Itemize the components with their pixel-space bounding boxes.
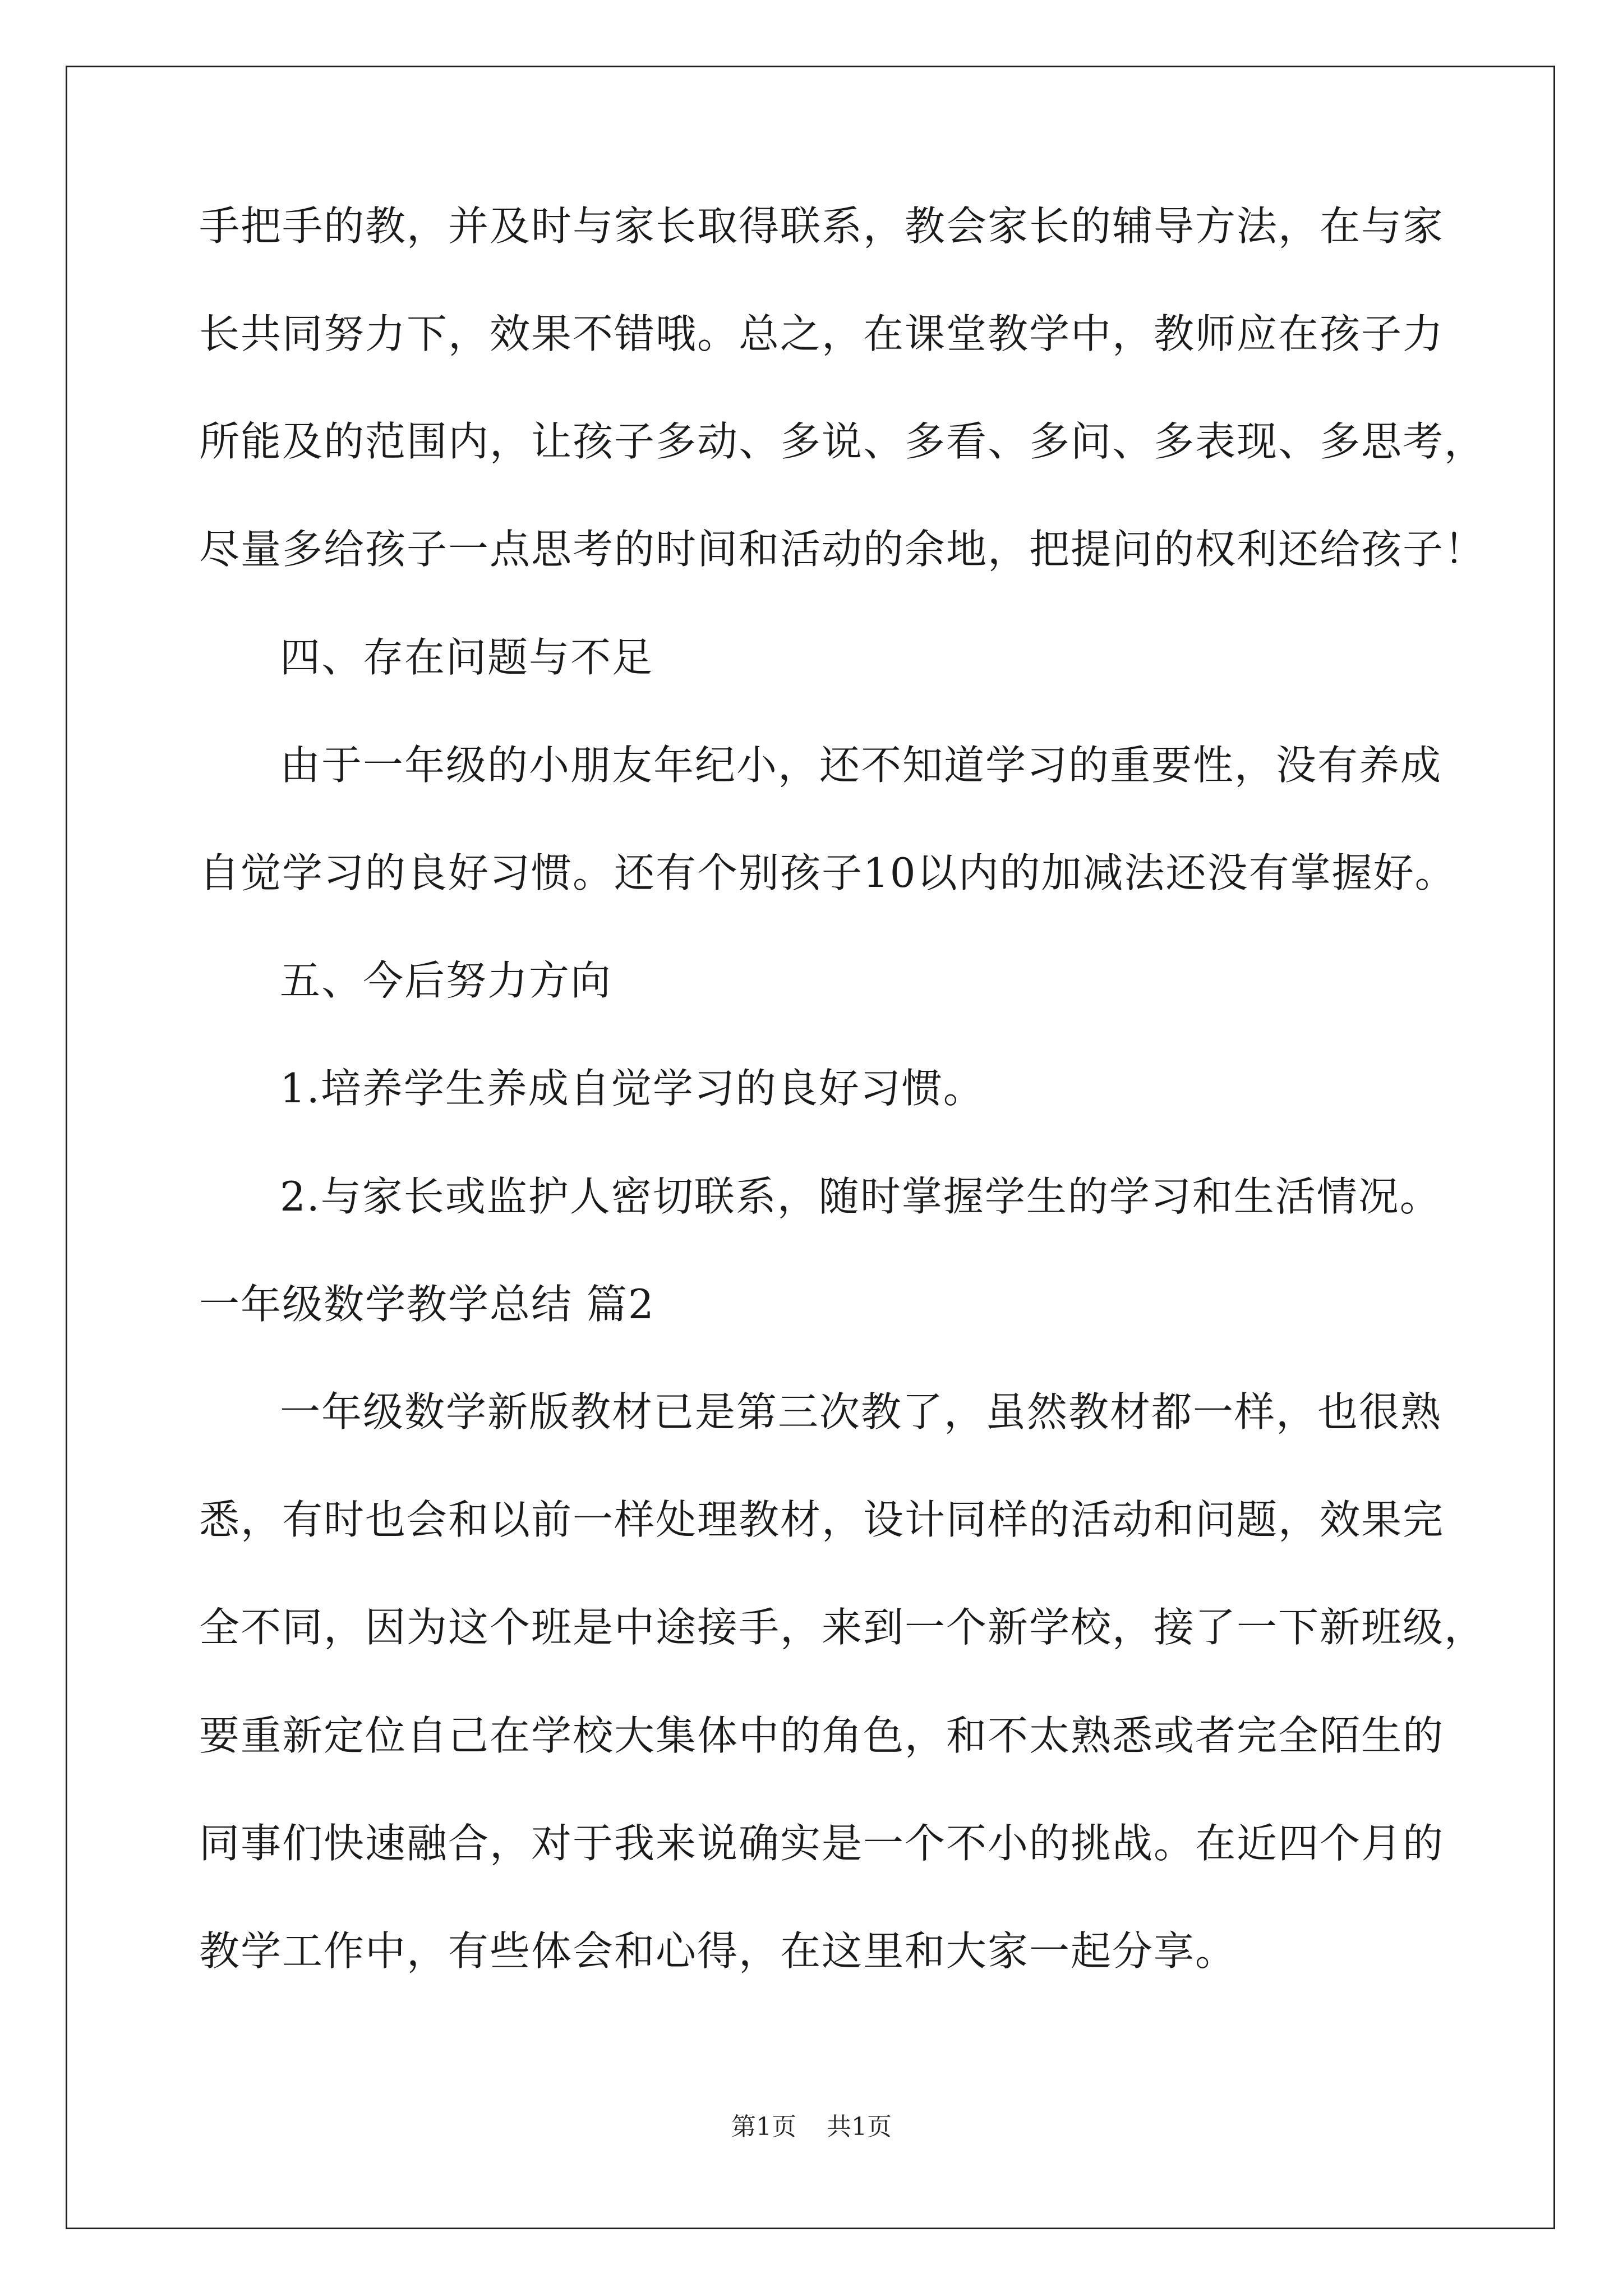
paragraph-line: 悉，有时也会和以前一样处理教材，设计同样的活动和问题，效果完 xyxy=(199,1496,1445,1543)
page-border xyxy=(66,66,1555,2229)
paragraph-line: 全不同，因为这个班是中途接手，来到一个新学校，接了一下新班级， xyxy=(199,1604,1486,1651)
paragraph-line: 由于一年级的小朋友年纪小，还不知道学习的重要性，没有养成 xyxy=(280,742,1442,789)
paragraph-line: 同事们快速融合，对于我来说确实是一个不小的挑战。在近四个月的 xyxy=(199,1820,1445,1867)
paragraph-line: 长共同努力下，效果不错哦。总之，在课堂教学中，教师应在孩子力 xyxy=(199,310,1445,357)
article-title: 一年级数学教学总结 篇2 xyxy=(199,1281,655,1328)
page-number: 第1页 xyxy=(731,2113,796,2141)
page-footer xyxy=(0,2110,1623,2144)
paragraph-line: 一年级数学新版教材已是第三次教了，虽然教材都一样，也很熟 xyxy=(280,1388,1442,1435)
section-heading: 五、今后努力方向 xyxy=(280,957,612,1004)
paragraph-line: 教学工作中，有些体会和心得，在这里和大家一起分享。 xyxy=(199,1927,1237,1975)
section-heading: 四、存在问题与不足 xyxy=(280,634,654,681)
paragraph-line: 尽量多给孩子一点思考的时间和活动的余地，把提问的权利还给孩子！ xyxy=(199,526,1486,573)
paragraph-line: 要重新定位自己在学校大集体中的角色，和不太熟悉或者完全陌生的 xyxy=(199,1712,1445,1759)
paragraph-line: 所能及的范围内，让孩子多动、多说、多看、多问、多表现、多思考， xyxy=(199,418,1486,465)
page-total: 共1页 xyxy=(827,2113,892,2141)
list-item: 2.与家长或监护人密切联系，随时掌握学生的学习和生活情况。 xyxy=(280,1173,1441,1220)
paragraph-line: 自觉学习的良好习惯。还有个别孩子10以内的加减法还没有掌握好。 xyxy=(199,849,1456,896)
list-item: 1.培养学生养成自觉学习的良好习惯。 xyxy=(280,1065,985,1112)
paragraph-line: 手把手的教，并及时与家长取得联系，教会家长的辅导方法，在与家 xyxy=(199,203,1445,250)
